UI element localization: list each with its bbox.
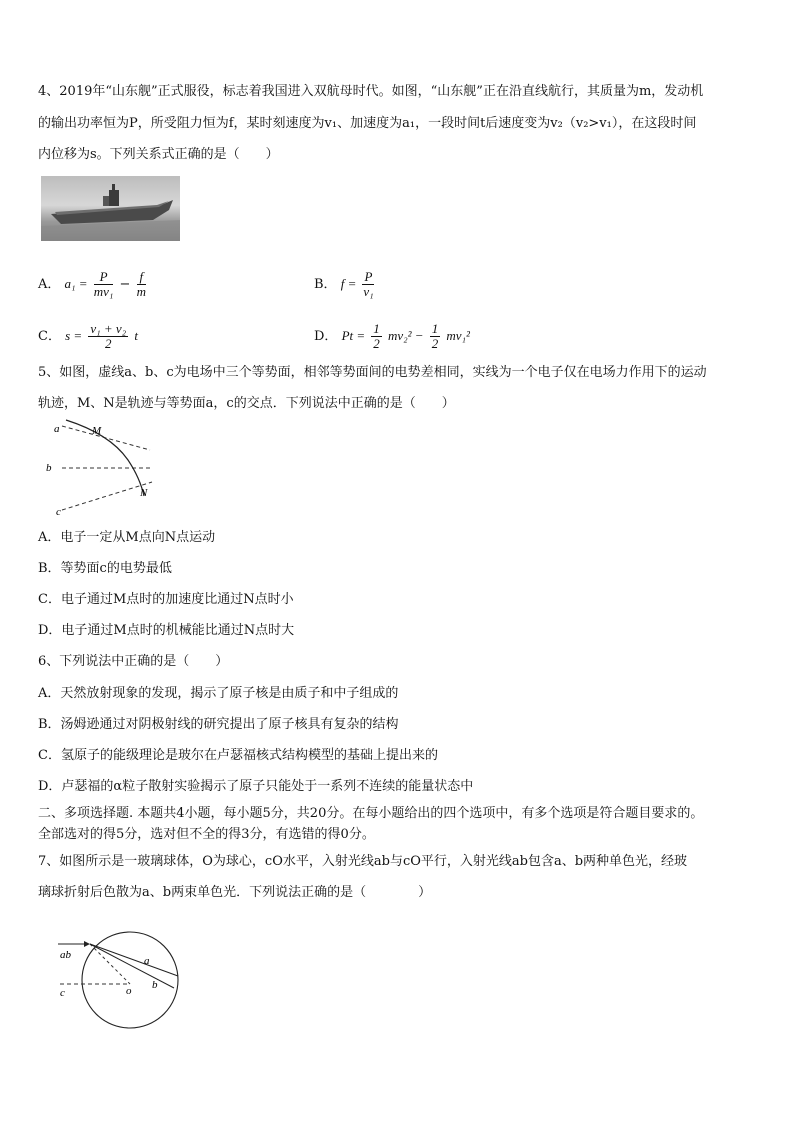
q6-stem: 6、下列说法中正确的是（ ） [38, 654, 229, 669]
label-M: M [92, 425, 102, 437]
equipotential-c [62, 482, 152, 510]
q7-glass-sphere-diagram [50, 928, 190, 1038]
q5-equipotential-diagram [40, 416, 170, 516]
q6-option-b[interactable]: B．汤姆逊通过对阴极射线的研究提出了原子核具有复杂的结构 [38, 717, 399, 732]
label-o: o [126, 985, 132, 997]
q4-option-b[interactable]: B． f = $\frac{P}{\text{v₁}}$ [314, 269, 374, 299]
q4-stem-line-3: 内位移为s。下列关系式正确的是（ ） [38, 147, 279, 162]
q4-option-a[interactable]: A． a₁ = $\frac{P}{\text{mv₁}}$ − $\frac{f}{m}$ [38, 269, 146, 299]
q4-option-d[interactable]: D． Pt = $\frac{1}{2}$ mv₂² − $\frac{1}{2}$ mv₁² [314, 321, 470, 351]
label-c: c [56, 506, 61, 516]
refracted-ray-b [90, 944, 174, 988]
section-2-heading-line-2: 全部选对的得5分，选对但不全的得3分，有选错的得0分。 [38, 827, 375, 842]
q4-stem-line-1: 4、2019年“山东舰”正式服役，标志着我国进入双航母时代。如图，“山东舰”正在沿直线航行，其质量为m，发动机 [38, 84, 704, 99]
q5-option-c[interactable]: C．电子通过M点时的加速度比通过N点时小 [38, 592, 294, 607]
q6-option-d[interactable]: D．卢瑟福的α粒子散射实验揭示了原子只能处于一系列不连续的能量状态中 [38, 779, 474, 794]
q5-stem-line-2: 轨迹，M、N是轨迹与等势面a，c的交点．下列说法中正确的是（ ） [38, 396, 455, 411]
aircraft-carrier-photo [41, 176, 180, 241]
q7-stem-line-1: 7、如图所示是一玻璃球体，O为球心，cO水平，入射光线ab与cO平行，入射光线ab包含a、b两种单色光，经玻 [38, 854, 688, 869]
normal-line [90, 944, 130, 984]
arrow-icon [84, 941, 90, 947]
q5-option-d[interactable]: D．电子通过M点时的机械能比通过N点时大 [38, 623, 295, 638]
q6-option-a[interactable]: A．天然放射现象的发现，揭示了原子核是由质子和中子组成的 [38, 686, 399, 701]
label-b: b [46, 462, 52, 474]
section-2-heading-line-1: 二、多项选择题. 本题共4小题，每小题5分，共20分。在每小题给出的四个选项中，有多个选项是符合题目要求的。 [38, 806, 704, 821]
electron-trajectory [66, 420, 144, 496]
q5-option-a[interactable]: A．电子一定从M点向N点运动 [38, 530, 216, 545]
q4-option-c[interactable]: C． s = $\frac{\text{v₁ + v₂}}{2}$ t [38, 321, 138, 351]
label-c: c [60, 987, 65, 999]
label-N: N [140, 487, 148, 499]
q6-option-c[interactable]: C．氢原子的能级理论是玻尔在卢瑟福核式结构模型的基础上提出来的 [38, 748, 438, 763]
refracted-ray-a [90, 944, 178, 976]
label-ab: ab [60, 949, 71, 961]
q4-stem-line-2: 的输出功率恒为P，所受阻力恒为f，某时刻速度为v₁、加速度为a₁，一段时间t后速度变为v₂（v₂>v₁），在这段时间 [38, 116, 697, 131]
label-a: a [144, 955, 150, 967]
label-a: a [54, 423, 60, 435]
q5-stem-line-1: 5、如图，虚线a、b、c为电场中三个等势面，相邻等势面间的电势差相同，实线为一个电子仅在电场力作用下的运动 [38, 365, 707, 380]
q5-option-b[interactable]: B．等势面c的电势最低 [38, 561, 172, 576]
label-b: b [152, 979, 158, 991]
q7-stem-line-2: 璃球折射后色散为a、b两束单色光．下列说法正确的是（ ） [38, 885, 432, 900]
